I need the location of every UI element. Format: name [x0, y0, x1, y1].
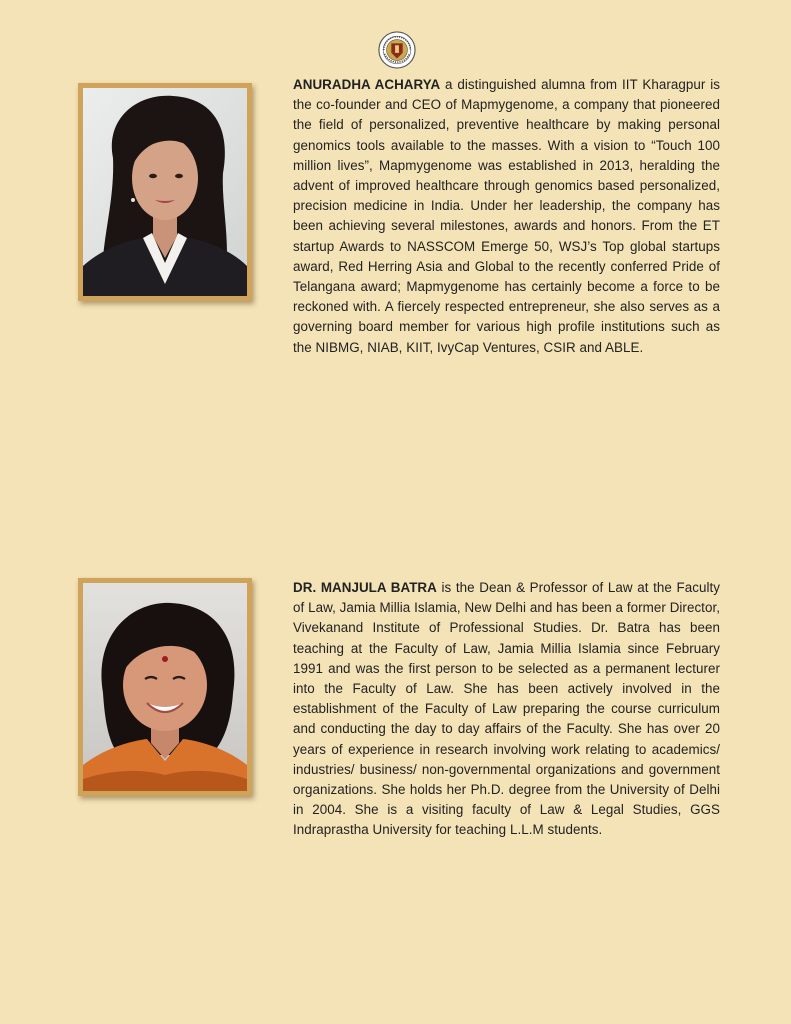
- profile-bio-text: is the Dean & Professor of Law at the Faculty of Law, Jamia Millia Islamia, New Delhi and has been a former Director, Vivekanand Institute of Professional Studies. Dr. Batra has been teaching at the Faculty of Law, Jamia Millia Islamia since February 1991 and was the first person to be selected as a permanent lecturer into the Faculty of Law. She has been actively involved in the establishment of the Faculty of Law preparing the course curriculum and conducting the day to day affairs of the Faculty. She has over 20 years of experience in research involving work relating to academics/ industries/ business/ non-governmental organizations and government organizations. She holds her Ph.D. degree from the University of Delhi in 2004. She is a visiting faculty of Law & Legal Studies, GGS Indraprastha University for teaching L.L.M students.: [293, 580, 720, 838]
- profile-bio-text: a distinguished alumna from IIT Kharagpur is the co-founder and CEO of Mapmygenome, a company that pioneered the field of personalized, preventive healthcare by making personal genomics tools available to the masses. With a vision to “Touch 100 million lives”, Mapmygenome was established in 2013, heralding the advent of improved healthcare through genomics based personalized, precision medicine in India. Under her leadership, the company has been achieving several milestones, awards and honors. From the ET startup Awards to NASSCOM Emerge 50, WSJ’s Top global startups award, Red Herring Asia and Global to the recently conferred Pride of Telangana award; Mapmygenome has certainly become a force to be reckoned with. A fiercely respected entrepreneur, she also serves as a governing board member for various high profile institutions such as the NIBMG, NIAB, KIIT, IvyCap Ventures, CSIR and ABLE.: [293, 77, 720, 355]
- profile-name-anuradha-acharya: ANURADHA ACHARYA: [293, 77, 441, 92]
- profile-name-manjula-batra: DR. MANJULA BATRA: [293, 580, 437, 595]
- profile-photo-anuradha-acharya: [78, 83, 252, 301]
- institute-seal-icon: [378, 31, 416, 69]
- profile-bio-anuradha-acharya: [293, 75, 720, 358]
- profile-photo-manjula-batra: [78, 578, 252, 796]
- profile-bio-manjula-batra: [293, 578, 720, 841]
